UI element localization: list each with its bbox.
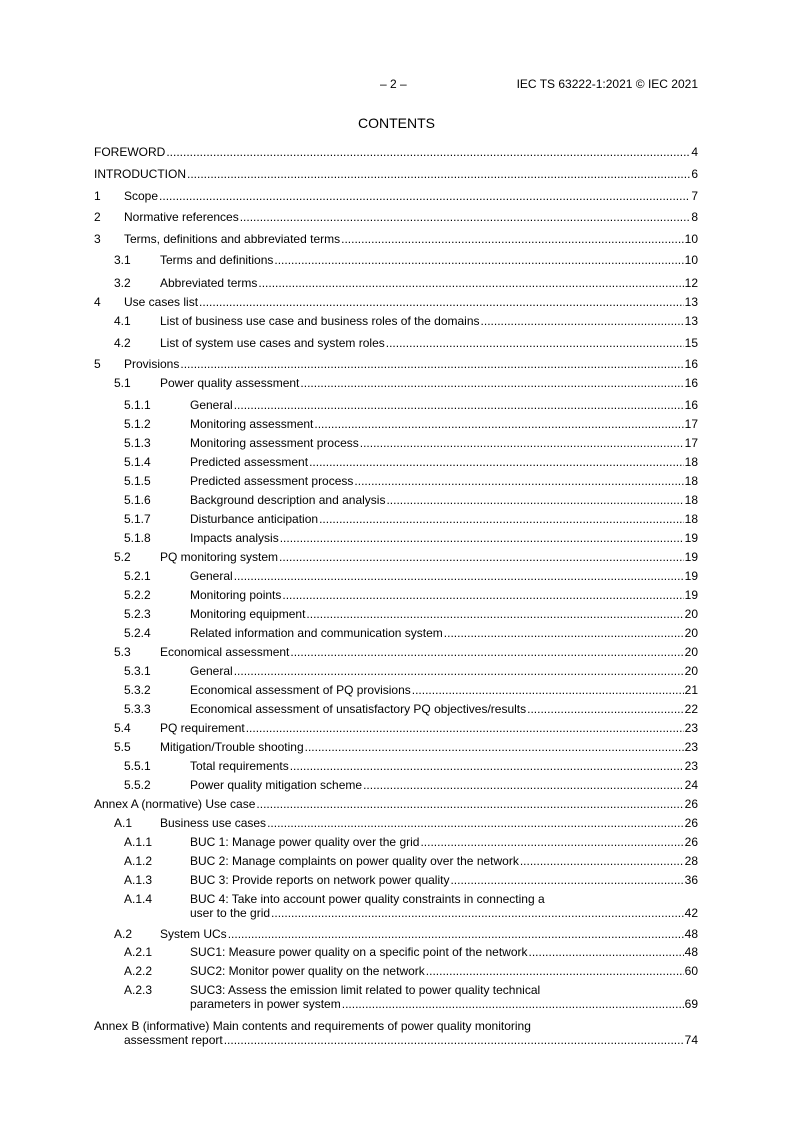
toc-entry[interactable] — [94, 314, 698, 328]
toc-entry[interactable] — [94, 626, 698, 640]
toc-entry-label-continued: assessment report — [124, 1033, 223, 1047]
toc-entry-label: Annex B (informative) Main contents and requirements of power quality monitoring — [94, 1019, 531, 1033]
toc-entry-number: A.1.4 — [124, 892, 153, 906]
toc-entry-number: 5.5 — [114, 740, 131, 754]
toc-entry-page: 26 — [684, 797, 698, 811]
toc-entry[interactable] — [94, 854, 698, 868]
toc-entry-label: BUC 3: Provide reports on network power quality — [190, 873, 450, 887]
toc-dot-leader — [274, 253, 683, 267]
toc-entry-number: A.2.1 — [124, 945, 153, 959]
toc-entry-page: 12 — [684, 276, 698, 290]
toc-entry-label: BUC 1: Manage power quality over the grid — [190, 835, 420, 849]
toc-entry[interactable] — [94, 493, 698, 507]
toc-entry-page: 4 — [691, 145, 698, 159]
toc-entry[interactable] — [94, 835, 698, 849]
toc-dot-leader — [234, 398, 684, 412]
toc-entry-number: A.2.3 — [124, 983, 153, 997]
toc-dot-leader — [444, 626, 684, 640]
toc-entry[interactable] — [94, 1019, 698, 1047]
toc-entry-number: 5.2.4 — [124, 626, 151, 640]
toc-entry[interactable] — [94, 474, 698, 488]
toc-entry-label: BUC 4: Take into account power quality constraints in connecting a — [190, 892, 545, 906]
toc-entry-label: General — [190, 398, 233, 412]
toc-dot-leader — [341, 232, 684, 246]
toc-entry-label: Predicted assessment — [190, 455, 309, 469]
toc-dot-leader — [258, 276, 683, 290]
toc-entry-page: 18 — [684, 493, 698, 507]
toc-entry-label-continued: parameters in power system — [190, 997, 341, 1011]
toc-entry-page: 23 — [684, 759, 698, 773]
toc-entry-page: 20 — [684, 626, 698, 640]
toc-entry-number: 2 — [94, 210, 101, 224]
toc-dot-leader — [529, 945, 684, 959]
toc-dot-leader — [363, 778, 684, 792]
toc-entry[interactable] — [94, 588, 698, 602]
toc-entry-page: 18 — [684, 512, 698, 526]
toc-entry-label-continued: user to the grid — [190, 906, 271, 920]
toc-entry-number: 3.2 — [114, 276, 131, 290]
toc-dot-leader — [187, 167, 690, 181]
toc-entry-number: 3 — [94, 232, 101, 246]
toc-entry-number: 5.2 — [114, 550, 131, 564]
toc-entry[interactable] — [94, 892, 698, 920]
toc-dot-leader — [306, 607, 683, 621]
toc-entry-page: 23 — [684, 740, 698, 754]
toc-entry-page: 21 — [684, 683, 698, 697]
toc-entry[interactable] — [94, 398, 698, 412]
toc-entry-number: 5.1.5 — [124, 474, 151, 488]
toc-entry-label: System UCs — [160, 927, 227, 941]
toc-entry-label: Monitoring assessment process — [190, 436, 359, 450]
toc-entry-label: SUC3: Assess the emission limit related to power quality technical — [190, 983, 541, 997]
toc-entry-label: Normative references — [124, 210, 239, 224]
toc-entry-page: 20 — [684, 664, 698, 678]
toc-entry-page: 28 — [684, 854, 698, 868]
toc-entry-page: 20 — [684, 607, 698, 621]
toc-entry-label: Total requirements — [190, 759, 289, 773]
toc-entry[interactable] — [94, 253, 698, 267]
toc-entry-number: 5.5.1 — [124, 759, 151, 773]
toc-dot-leader — [342, 997, 684, 1011]
toc-entry[interactable] — [94, 759, 698, 773]
toc-entry-label: Economical assessment — [160, 645, 290, 659]
toc-entry[interactable] — [94, 873, 698, 887]
toc-entry-page: 69 — [684, 997, 698, 1011]
toc-entry-label: General — [190, 664, 233, 678]
toc-entry-page: 19 — [684, 569, 698, 583]
toc-entry[interactable] — [94, 702, 698, 716]
toc-entry[interactable] — [94, 417, 698, 431]
toc-dot-leader — [267, 816, 684, 830]
toc-entry[interactable] — [94, 964, 698, 978]
toc-entry-label: Use cases list — [124, 295, 199, 309]
toc-dot-leader — [280, 531, 684, 545]
toc-entry-page: 48 — [684, 927, 698, 941]
toc-dot-leader — [180, 357, 683, 371]
toc-entry-number: A.2 — [114, 927, 133, 941]
toc-entry-label: SUC1: Measure power quality on a specific point of the network — [190, 945, 528, 959]
toc-dot-leader — [481, 314, 684, 328]
toc-entry-number: 5.1.7 — [124, 512, 151, 526]
toc-entry-page: 16 — [684, 398, 698, 412]
toc-dot-leader — [386, 493, 683, 507]
toc-entry-label: Economical assessment of PQ provisions — [190, 683, 411, 697]
toc-dot-leader — [234, 664, 684, 678]
toc-entry[interactable] — [94, 550, 698, 564]
toc-entry-number: 5.1.4 — [124, 455, 151, 469]
toc-entry-number: 5.3.1 — [124, 664, 151, 678]
standard-reference: IEC TS 63222-1:2021 © IEC 2021 — [516, 77, 698, 91]
toc-entry-page: 42 — [684, 906, 698, 920]
toc-entry[interactable] — [94, 569, 698, 583]
toc-entry-page: 6 — [691, 167, 698, 181]
toc-entry-number: 5.2.3 — [124, 607, 151, 621]
contents-title: CONTENTS — [358, 115, 435, 131]
toc-entry-label: Power quality assessment — [160, 376, 300, 390]
toc-entry-label: INTRODUCTION — [94, 167, 186, 181]
toc-entry-label: Monitoring assessment — [190, 417, 314, 431]
toc-entry[interactable] — [94, 210, 698, 224]
toc-dot-leader — [314, 417, 683, 431]
toc-entry[interactable] — [94, 664, 698, 678]
toc-dot-leader — [319, 512, 684, 526]
toc-dot-leader — [246, 721, 684, 735]
toc-entry-label: Mitigation/Trouble shooting — [160, 740, 304, 754]
toc-dot-leader — [282, 588, 683, 602]
toc-entry-page: 26 — [684, 835, 698, 849]
toc-dot-leader — [199, 295, 684, 309]
toc-entry-label: Annex A (normative) Use case — [94, 797, 256, 811]
toc-entry-number: A.1.1 — [124, 835, 153, 849]
toc-dot-leader — [309, 455, 684, 469]
toc-entry-page: 22 — [684, 702, 698, 716]
toc-entry-number: 5.1.2 — [124, 417, 151, 431]
toc-entry-number: 5.2.2 — [124, 588, 151, 602]
toc-dot-leader — [520, 854, 684, 868]
toc-entry-page: 19 — [684, 588, 698, 602]
toc-entry-label: Background description and analysis — [190, 493, 386, 507]
toc-dot-leader — [300, 376, 683, 390]
toc-dot-leader — [256, 797, 683, 811]
toc-entry-label: Power quality mitigation scheme — [190, 778, 363, 792]
toc-entry-page: 16 — [684, 357, 698, 371]
toc-entry-number: A.1.3 — [124, 873, 153, 887]
toc-dot-leader — [420, 835, 683, 849]
toc-dot-leader — [450, 873, 683, 887]
toc-entry-page: 36 — [684, 873, 698, 887]
toc-dot-leader — [224, 1033, 684, 1047]
toc-entry[interactable] — [94, 983, 698, 1011]
toc-dot-leader — [271, 906, 684, 920]
toc-entry-number: 4.1 — [114, 314, 131, 328]
toc-entry-page: 60 — [684, 964, 698, 978]
toc-entry-page: 48 — [684, 945, 698, 959]
toc-entry-page: 23 — [684, 721, 698, 735]
toc-entry-number: 5.2.1 — [124, 569, 151, 583]
toc-entry[interactable] — [94, 778, 698, 792]
toc-entry[interactable] — [94, 512, 698, 526]
toc-entry[interactable] — [94, 167, 698, 181]
toc-dot-leader — [234, 569, 684, 583]
toc-entry-number: 5.3 — [114, 645, 131, 659]
toc-entry-page: 19 — [684, 531, 698, 545]
toc-entry-page: 8 — [691, 210, 698, 224]
toc-entry-page: 15 — [684, 336, 698, 350]
toc-entry[interactable] — [94, 740, 698, 754]
toc-entry-number: 5.1.3 — [124, 436, 151, 450]
toc-entry[interactable] — [94, 945, 698, 959]
toc-entry-label: Monitoring points — [190, 588, 282, 602]
toc-dot-leader — [386, 336, 684, 350]
toc-entry-number: 5.4 — [114, 721, 131, 735]
toc-entry[interactable] — [94, 145, 698, 159]
toc-entry-page: 24 — [684, 778, 698, 792]
toc-entry-number: 5.3.2 — [124, 683, 151, 697]
toc-entry[interactable] — [94, 721, 698, 735]
toc-entry-page: 17 — [684, 417, 698, 431]
toc-entry-label: Related information and communication system — [190, 626, 443, 640]
toc-entry-label: Impacts analysis — [190, 531, 279, 545]
toc-entry-number: 5.1.1 — [124, 398, 151, 412]
toc-entry-label: Business use cases — [160, 816, 267, 830]
toc-entry[interactable] — [94, 797, 698, 811]
toc-entry-page: 16 — [684, 376, 698, 390]
toc-entry[interactable] — [94, 645, 698, 659]
toc-entry[interactable] — [94, 295, 698, 309]
toc-entry-page: 19 — [684, 550, 698, 564]
toc-entry-number: 5.3.3 — [124, 702, 151, 716]
toc-dot-leader — [240, 210, 691, 224]
toc-entry[interactable] — [94, 232, 698, 246]
toc-entry-label: PQ requirement — [160, 721, 245, 735]
toc-entry[interactable] — [94, 607, 698, 621]
toc-entry-label: Disturbance anticipation — [190, 512, 319, 526]
toc-entry-label: SUC2: Monitor power quality on the network — [190, 964, 425, 978]
toc-entry-number: 5.5.2 — [124, 778, 151, 792]
toc-dot-leader — [426, 964, 684, 978]
toc-entry[interactable] — [94, 189, 698, 203]
toc-entry-label: Scope — [124, 189, 159, 203]
toc-entry-label: Provisions — [124, 357, 180, 371]
toc-entry-label: Economical assessment of unsatisfactory PQ objectives/results — [190, 702, 527, 716]
toc-entry-number: 1 — [94, 189, 101, 203]
toc-entry[interactable] — [94, 357, 698, 371]
toc-dot-leader — [305, 740, 684, 754]
toc-dot-leader — [166, 145, 690, 159]
toc-dot-leader — [290, 759, 684, 773]
toc-entry-label: List of business use case and business roles of the domains — [160, 314, 480, 328]
toc-entry-page: 26 — [684, 816, 698, 830]
toc-entry-page: 10 — [684, 253, 698, 267]
toc-dot-leader — [527, 702, 684, 716]
toc-entry-number: A.1.2 — [124, 854, 153, 868]
toc-entry-number: 5.1.6 — [124, 493, 151, 507]
toc-entry[interactable] — [94, 276, 698, 290]
toc-entry[interactable] — [94, 336, 698, 350]
toc-entry-label: FOREWORD — [94, 145, 166, 159]
toc-entry-number: 5.1 — [114, 376, 131, 390]
toc-entry-page: 13 — [684, 314, 698, 328]
toc-entry-number: A.2.2 — [124, 964, 153, 978]
toc-entry-label: Abbreviated terms — [160, 276, 258, 290]
toc-entry[interactable] — [94, 436, 698, 450]
toc-entry-page: 18 — [684, 455, 698, 469]
toc-entry-page: 20 — [684, 645, 698, 659]
toc-entry-page: 17 — [684, 436, 698, 450]
toc-entry-label: BUC 2: Manage complaints on power quality over the network — [190, 854, 519, 868]
toc-entry-number: 3.1 — [114, 253, 131, 267]
toc-entry-label: Monitoring equipment — [190, 607, 306, 621]
toc-entry-page: 7 — [691, 189, 698, 203]
toc-entry[interactable] — [94, 531, 698, 545]
toc-entry-page: 74 — [684, 1033, 698, 1047]
toc-dot-leader — [354, 474, 683, 488]
toc-entry-label: PQ monitoring system — [160, 550, 279, 564]
toc-entry-page: 10 — [684, 232, 698, 246]
toc-dot-leader — [228, 927, 684, 941]
toc-dot-leader — [290, 645, 683, 659]
toc-entry-label: Predicted assessment process — [190, 474, 354, 488]
toc-entry-label: Terms, definitions and abbreviated terms — [124, 232, 341, 246]
toc-entry-number: 4 — [94, 295, 101, 309]
toc-dot-leader — [279, 550, 684, 564]
toc-dot-leader — [412, 683, 684, 697]
toc-entry-label: General — [190, 569, 233, 583]
toc-entry-label: Terms and definitions — [160, 253, 274, 267]
toc-dot-leader — [360, 436, 684, 450]
toc-entry-number: A.1 — [114, 816, 133, 830]
toc-entry[interactable] — [94, 683, 698, 697]
toc-entry-page: 13 — [684, 295, 698, 309]
toc-entry-number: 5.1.8 — [124, 531, 151, 545]
toc-entry-number: 5 — [94, 357, 101, 371]
toc-entry[interactable] — [94, 816, 698, 830]
page-number: – 2 – — [380, 77, 407, 91]
toc-entry-number: 4.2 — [114, 336, 131, 350]
toc-dot-leader — [159, 189, 690, 203]
toc-entry[interactable] — [94, 376, 698, 390]
toc-entry-label: List of system use cases and system roles — [160, 336, 385, 350]
toc-entry-page: 18 — [684, 474, 698, 488]
toc-entry[interactable] — [94, 455, 698, 469]
toc-entry[interactable] — [94, 927, 698, 941]
